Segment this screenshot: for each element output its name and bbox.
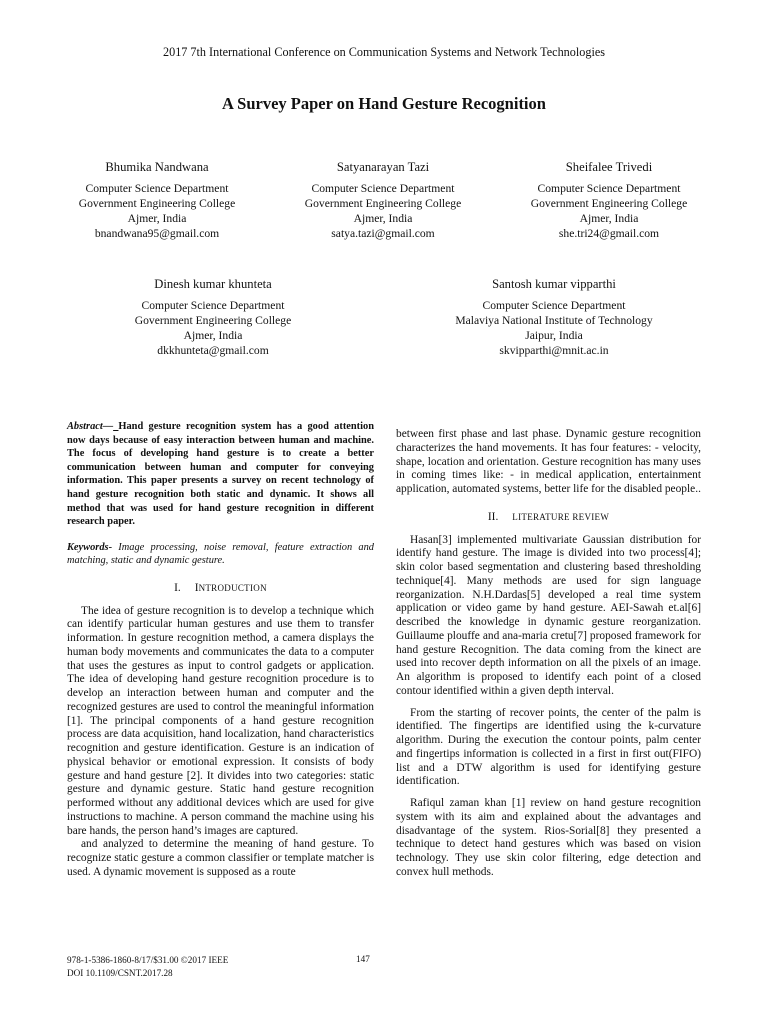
author-email: she.tri24@gmail.com (558, 227, 660, 240)
section-number: I. (174, 581, 181, 594)
footer-isbn: 978-1-5386-1860-8/17/$31.00 ©2017 IEEE (67, 955, 229, 965)
author-block-1 (46, 160, 268, 241)
paper-title: A Survey Paper on Hand Gesture Recognition (222, 94, 546, 113)
abstract-dash: _ (113, 421, 119, 432)
author-dept: Computer Science Department (85, 182, 229, 195)
section-heading-introduction (67, 582, 374, 596)
abstract (67, 420, 374, 529)
left-column (67, 420, 374, 880)
author-block-4 (102, 277, 324, 358)
author-name: Satyanarayan Tazi (336, 160, 430, 174)
body-paragraph: between first phase and last phase. Dynamic gesture recognition characterizes the hand movements. It has four features: - velocity, shape, location and orientation. Gesture recognition has many uses in coming times like: - in medical application, entertainment application, automated systems, better life for the disabled people.. (396, 428, 701, 495)
page-number: 147 (356, 954, 370, 964)
abstract-label: Abstract— (67, 421, 114, 432)
footer-info (67, 954, 228, 980)
author-name: Dinesh kumar khunteta (154, 277, 272, 291)
keywords-text: Image processing, noise removal, feature extraction and matching, static and dynamic gesture. (67, 541, 374, 567)
author-block-2 (272, 160, 494, 241)
author-location: Ajmer, India (183, 329, 243, 342)
body-paragraph: The idea of gesture recognition is to develop a technique which can identify particular human gestures and use them to transfer information. In gesture recognition method, a camera displays the human body movements and communicates the data to a computer that uses the gestures as input to control gadgets or application. The idea of developing hand gesture recognition procedure is to develop an interaction between human and computer and the recognized gestures are used to control the meaningful information [1]. The principal components of a hand gesture recognition process are data acquisition, hand localization, hand characteristics recognition and gesture identification. Gesture is an indication of physical behavior or emotional expression. It consists of body gesture and hand gesture [2]. It divides into two categories: static gesture and dynamic gesture. Static hand gesture recognition performed without any additional devices which are used for give instructions to machine. A person command the machine using his bare hands, the person hand’s images are captured. (67, 604, 374, 837)
author-inst: Malaviya National Institute of Technology (455, 314, 653, 327)
right-column (396, 428, 701, 880)
section-heading-literature-review (396, 511, 701, 525)
section-heading-rest: NTRODUCTION (198, 582, 267, 593)
author-location: Jaipur, India (525, 329, 583, 342)
section-number: II. (487, 510, 499, 523)
author-location: Ajmer, India (353, 212, 413, 225)
author-dept: Computer Science Department (482, 299, 626, 312)
body-paragraph: Hasan[3] implemented multivariate Gaussian distribution for identify hand gesture. The image is divided into two process[4]; skin color based segmentation and clustering based thresholding technique[4]. Many methods are used for sign language reorganization. N.H.Dardas[5] developed a real time system application or video game by hand gesture. AEI-Sawah et.al[6] described the knowledge in dynamic gesture reorganization. Guillaume plouffe and ana-maria cretu[7] proposed framework for hand gesture Recognition. The data coming from the kinect are used into recover depth information on all the pixels of an image. An algorithm is proposed to identify each point of a closed contour identified within a given depth interval. (396, 533, 701, 697)
abstract-text: Hand gesture recognition system has a good attention now days because of easy interaction between human and machine. The focus of developing hand gesture is to create a better communication between human and computer for conveying information. This paper presents a survey on recent technology of hand gesture recognition both static and dynamic. It shows all method that was used for hand gesture recognition in different research paper. (67, 421, 374, 528)
keywords (67, 541, 374, 568)
author-email: dkkhunteta@gmail.com (157, 344, 269, 357)
conference-name: 2017 7th International Conference on Communication Systems and Network Technologies (163, 45, 605, 59)
author-dept: Computer Science Department (537, 182, 681, 195)
author-email: skvipparthi@mnit.ac.in (499, 344, 609, 357)
author-block-5 (413, 277, 695, 358)
author-name: Bhumika Nandwana (105, 160, 209, 174)
author-inst: Government Engineering College (134, 314, 292, 327)
author-email: satya.tazi@gmail.com (331, 227, 435, 240)
author-block-3 (498, 160, 720, 241)
footer-doi: DOI 10.1109/CSNT.2017.28 (67, 968, 173, 978)
author-email: bnandwana95@gmail.com (94, 227, 220, 240)
author-dept: Computer Science Department (311, 182, 455, 195)
author-inst: Government Engineering College (78, 197, 236, 210)
author-location: Ajmer, India (579, 212, 639, 225)
body-paragraph: From the starting of recover points, the center of the palm is identified. The fingertips are identified using the k-curvature algorithm. During the execution the contour points, palm center and fingertips information is collected in a first in first out(FIFO) list and a DTW algorithm is used for identifying gesture identification. (396, 706, 701, 788)
body-paragraph: and analyzed to determine the meaning of hand gesture. To recognize static gesture a common classifier or template matcher is used. A dynamic movement is supposed as a route (67, 838, 374, 878)
author-location: Ajmer, India (127, 212, 187, 225)
author-dept: Computer Science Department (141, 299, 285, 312)
author-name: Santosh kumar vipparthi (492, 277, 616, 291)
author-inst: Government Engineering College (304, 197, 462, 210)
author-inst: Government Engineering College (530, 197, 688, 210)
keywords-label: Keywords- (67, 541, 113, 553)
section-heading-text: LITERATURE REVIEW (512, 511, 610, 522)
section-heading-initial: I (194, 581, 199, 594)
body-paragraph: Rafiqul zaman khan [1] review on hand gesture recognition system with its aim and explained about the advantages and disadvantage of the system. Rios-Sorial[8] they presented a technique to detect hand gestures which was based on vision technology. They use skin color filtering, edge detection and convex hull methods. (396, 797, 701, 878)
author-name: Sheifalee Trivedi (565, 160, 653, 174)
